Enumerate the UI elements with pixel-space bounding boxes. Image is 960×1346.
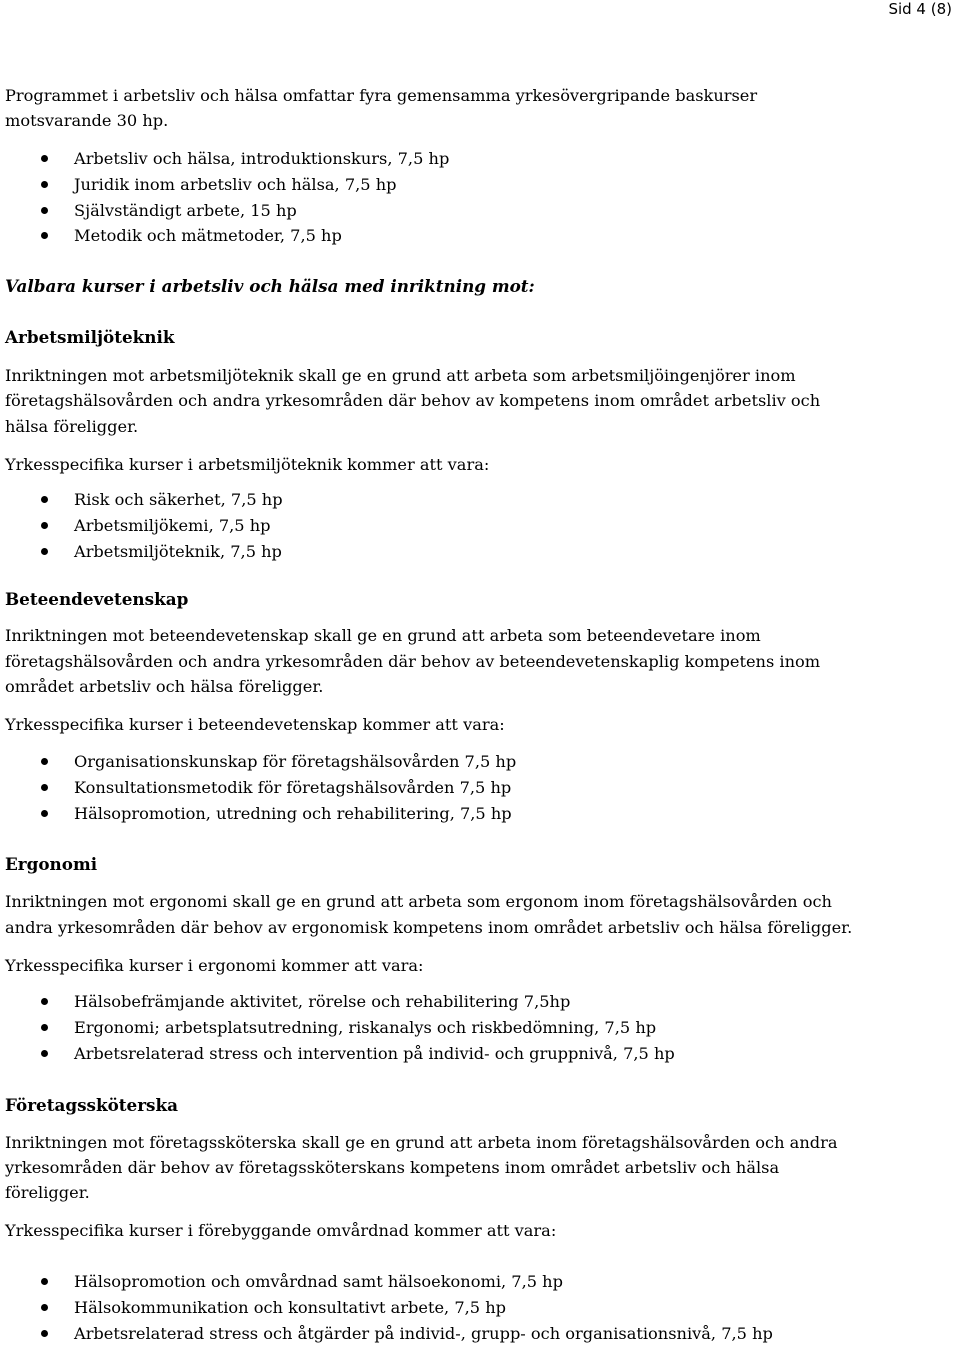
- section-course-list: [5, 989, 675, 1066]
- section-heading: Arbetsmiljöteknik: [5, 327, 175, 347]
- list-item: [5, 1295, 773, 1321]
- section-course-list: [5, 749, 516, 826]
- section-heading: Ergonomi: [5, 854, 98, 874]
- bullet-icon: [41, 548, 48, 555]
- section-course-list: [5, 487, 283, 564]
- course-name: Hälsopromotion och omvårdnad samt hälsoekonomi, 7,5 hp: [74, 1272, 563, 1291]
- list-item: [5, 487, 283, 513]
- base-course-list: [5, 146, 449, 249]
- list-item: [5, 172, 449, 198]
- section-desc-line: föreligger.: [5, 1183, 90, 1202]
- section-heading: Företagssköterska: [5, 1095, 178, 1115]
- course-name: Arbetsliv och hälsa, introduktionskurs, 7,5 hp: [74, 149, 450, 168]
- course-name: Konsultationsmetodik för företagshälsovården 7,5 hp: [74, 777, 512, 797]
- section-desc-line: hälsa föreligger.: [5, 417, 139, 436]
- course-name: Arbetsrelaterad stress och intervention på individ- och gruppnivå, 7,5 hp: [74, 1043, 675, 1063]
- list-item: [5, 1015, 675, 1041]
- section-desc-line: området arbetsliv och hälsa föreligger.: [5, 677, 324, 696]
- bullet-icon: [41, 1024, 48, 1031]
- section-desc-line: yrkesområden där behov av företagssköterskans kompetens inom området arbetsliv och hälsa: [5, 1158, 780, 1177]
- bullet-icon: [41, 155, 48, 162]
- page-number: Sid 4 (8): [888, 0, 952, 18]
- section-desc-line: Inriktningen mot ergonomi skall ge en grund att arbeta som ergonom inom företagshälsovården och: [5, 892, 832, 911]
- bullet-icon: [41, 810, 48, 817]
- list-item: [5, 146, 449, 172]
- course-name: Metodik och mätmetoder, 7,5 hp: [74, 226, 342, 246]
- section-desc-line: företagshälsovården och andra yrkesområden där behov av kompetens inom området arbetsliv och: [5, 391, 821, 410]
- section-desc-line: Inriktningen mot företagssköterska skall ge en grund att arbeta inom företagshälsovården och andra: [5, 1133, 838, 1152]
- bullet-icon: [41, 758, 48, 765]
- section-heading: Beteendevetenskap: [5, 589, 189, 609]
- electives-heading: Valbara kurser i arbetsliv och hälsa med inriktning mot:: [5, 276, 535, 296]
- course-name: Självständigt arbete, 15 hp: [74, 200, 297, 220]
- course-name: Hälsobefrämjande aktivitet, rörelse och rehabilitering 7,5hp: [74, 992, 571, 1011]
- list-item: [5, 1269, 773, 1295]
- bullet-icon: [41, 1050, 48, 1057]
- bullet-icon: [41, 232, 48, 239]
- list-item: [5, 749, 516, 775]
- list-item: [5, 1041, 675, 1067]
- course-name: Organisationskunskap för företagshälsovården 7,5 hp: [74, 752, 517, 771]
- section-course-intro: Yrkesspecifika kurser i ergonomi kommer att vara:: [5, 956, 424, 975]
- course-name: Hälsopromotion, utredning och rehabilitering, 7,5 hp: [74, 803, 512, 823]
- bullet-icon: [41, 496, 48, 503]
- course-name: Risk och säkerhet, 7,5 hp: [74, 490, 283, 509]
- list-item: [5, 223, 449, 249]
- bullet-icon: [41, 1278, 48, 1285]
- section-course-list: [5, 1269, 773, 1346]
- section-desc-line: företagshälsovården och andra yrkesområden där behov av beteendevetenskaplig kompetens inom: [5, 652, 821, 671]
- bullet-icon: [41, 522, 48, 529]
- bullet-icon: [41, 181, 48, 188]
- intro-line: Programmet i arbetsliv och hälsa omfattar fyra gemensamma yrkesövergripande baskurser: [5, 86, 758, 105]
- section-desc-line: Inriktningen mot beteendevetenskap skall ge en grund att arbeta som beteendevetare inom: [5, 626, 761, 645]
- bullet-icon: [41, 1330, 48, 1337]
- section-desc-line: Inriktningen mot arbetsmiljöteknik skall ge en grund att arbeta som arbetsmiljöingenjörer inom: [5, 366, 796, 385]
- course-name: Arbetsrelaterad stress och åtgärder på individ-, grupp- och organisationsnivå, 7,5 hp: [74, 1323, 773, 1343]
- intro-line: motsvarande 30 hp.: [5, 111, 169, 130]
- list-item: [5, 989, 675, 1015]
- list-item: [5, 775, 516, 801]
- course-name: Juridik inom arbetsliv och hälsa, 7,5 hp: [74, 174, 397, 194]
- list-item: [5, 801, 516, 827]
- bullet-icon: [41, 998, 48, 1005]
- bullet-icon: [41, 1304, 48, 1311]
- bullet-icon: [41, 207, 48, 214]
- list-item: [5, 1321, 773, 1346]
- course-name: Ergonomi; arbetsplatsutredning, riskanalys och riskbedömning, 7,5 hp: [74, 1017, 657, 1037]
- section-desc-line: andra yrkesområden där behov av ergonomisk kompetens inom området arbetsliv och hälsa föreligger.: [5, 918, 853, 937]
- list-item: [5, 513, 283, 539]
- bullet-icon: [41, 784, 48, 791]
- section-course-intro: Yrkesspecifika kurser i beteendevetenskap kommer att vara:: [5, 715, 505, 734]
- course-name: Arbetsmiljökemi, 7,5 hp: [74, 515, 271, 535]
- list-item: [5, 539, 283, 565]
- course-name: Arbetsmiljöteknik, 7,5 hp: [74, 541, 282, 561]
- section-course-intro: Yrkesspecifika kurser i förebyggande omvårdnad kommer att vara:: [5, 1221, 557, 1240]
- list-item: [5, 198, 449, 224]
- section-course-intro: Yrkesspecifika kurser i arbetsmiljöteknik kommer att vara:: [5, 455, 490, 474]
- course-name: Hälsokommunikation och konsultativt arbete, 7,5 hp: [74, 1297, 507, 1317]
